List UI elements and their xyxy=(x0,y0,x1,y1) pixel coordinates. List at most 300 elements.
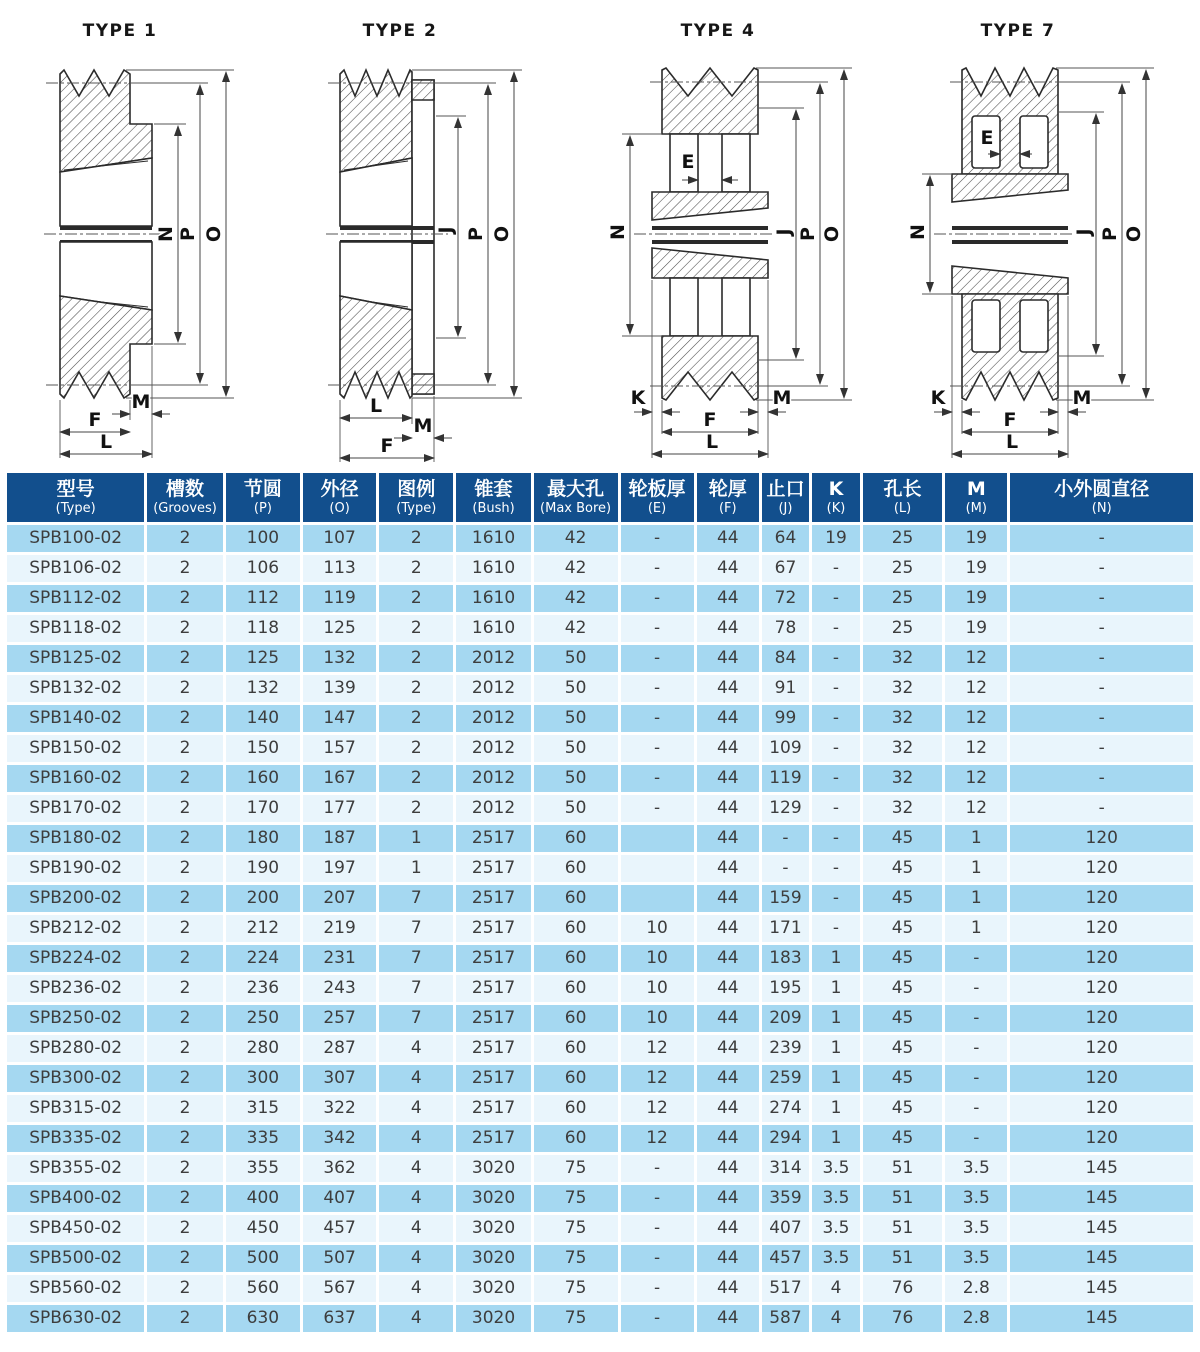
table-cell: 187 xyxy=(302,824,378,854)
table-cell: SPB560-02 xyxy=(6,1274,146,1304)
table-row xyxy=(6,1244,1195,1274)
table-cell: - xyxy=(944,974,1009,1004)
table-cell: 177 xyxy=(302,794,378,824)
table-cell: - xyxy=(1009,704,1195,734)
table-cell: - xyxy=(810,704,861,734)
table-cell: 1610 xyxy=(455,554,532,584)
table-cell: 3.5 xyxy=(944,1244,1009,1274)
table-cell: 4 xyxy=(378,1154,455,1184)
table-cell: 2 xyxy=(378,794,455,824)
table-cell: 2517 xyxy=(455,1124,532,1154)
table-row xyxy=(6,794,1195,824)
dim-label-l: L xyxy=(1005,431,1019,453)
table-cell: - xyxy=(1009,584,1195,614)
table-cell: 236 xyxy=(224,974,301,1004)
table-cell: - xyxy=(1009,734,1195,764)
pulley-cross-section-type7-drawing xyxy=(900,0,1200,470)
table-row xyxy=(6,1034,1195,1064)
table-cell: 560 xyxy=(224,1274,301,1304)
table-cell: SPB190-02 xyxy=(6,854,146,884)
table-cell: 106 xyxy=(224,554,301,584)
table-cell: 2 xyxy=(146,734,224,764)
table-cell: 45 xyxy=(862,944,944,974)
table-cell: 2012 xyxy=(455,794,532,824)
dim-label-e: E xyxy=(980,127,994,149)
table-cell: 120 xyxy=(1009,1124,1195,1154)
table-cell: 274 xyxy=(760,1094,810,1124)
table-cell: 60 xyxy=(532,1094,619,1124)
table-cell: - xyxy=(1009,794,1195,824)
table-cell: - xyxy=(619,614,695,644)
table-cell: 637 xyxy=(302,1304,378,1334)
table-cell: - xyxy=(619,1304,695,1334)
spec-table xyxy=(4,470,1196,1335)
table-cell: 197 xyxy=(302,854,378,884)
pulley-cross-section-type4-drawing xyxy=(600,0,900,470)
table-row xyxy=(6,944,1195,974)
table-cell: 2 xyxy=(146,764,224,794)
table-cell: 7 xyxy=(378,974,455,1004)
table-cell: 2517 xyxy=(455,1094,532,1124)
table-row xyxy=(6,914,1195,944)
dim-label-l: L xyxy=(369,395,383,417)
table-cell: 50 xyxy=(532,644,619,674)
table-cell: 3020 xyxy=(455,1244,532,1274)
table-cell: 294 xyxy=(760,1124,810,1154)
table-cell: 45 xyxy=(862,884,944,914)
table-cell: 239 xyxy=(760,1034,810,1064)
dim-label-o: O xyxy=(1123,225,1145,243)
table-cell: 207 xyxy=(302,884,378,914)
table-cell: 107 xyxy=(302,524,378,554)
table-row xyxy=(6,614,1195,644)
table-cell: SPB250-02 xyxy=(6,1004,146,1034)
table-cell: 75 xyxy=(532,1214,619,1244)
dim-label-k: K xyxy=(930,387,946,409)
table-cell: - xyxy=(1009,554,1195,584)
table-cell: 44 xyxy=(695,1094,760,1124)
table-cell: 44 xyxy=(695,794,760,824)
table-cell: 50 xyxy=(532,764,619,794)
table-cell: 78 xyxy=(760,614,810,644)
table-cell: - xyxy=(760,854,810,884)
table-cell: 219 xyxy=(302,914,378,944)
pulley-cross-section-type2-drawing xyxy=(300,0,600,470)
table-cell: 3020 xyxy=(455,1154,532,1184)
table-cell: SPB400-02 xyxy=(6,1184,146,1214)
table-cell: 2 xyxy=(146,1124,224,1154)
table-cell: 44 xyxy=(695,854,760,884)
table-cell: 45 xyxy=(862,1034,944,1064)
table-row xyxy=(6,764,1195,794)
table-cell: 2 xyxy=(146,944,224,974)
table-cell: 119 xyxy=(760,764,810,794)
table-cell: 44 xyxy=(695,524,760,554)
table-cell: 4 xyxy=(810,1274,861,1304)
table-cell: 300 xyxy=(224,1064,301,1094)
dim-label-k: K xyxy=(630,387,646,409)
table-cell: 12 xyxy=(944,704,1009,734)
table-cell: SPB200-02 xyxy=(6,884,146,914)
table-cell: 120 xyxy=(1009,944,1195,974)
table-cell: 2 xyxy=(378,674,455,704)
diagrams-section xyxy=(0,0,1200,470)
table-cell: 91 xyxy=(760,674,810,704)
dim-label-f: F xyxy=(88,409,102,431)
table-cell: 76 xyxy=(862,1274,944,1304)
table-cell: 44 xyxy=(695,704,760,734)
table-cell: 1 xyxy=(944,824,1009,854)
table-cell: - xyxy=(619,764,695,794)
table-cell: 200 xyxy=(224,884,301,914)
table-cell: 25 xyxy=(862,584,944,614)
table-cell: 118 xyxy=(224,614,301,644)
col-header-10: K (K) xyxy=(810,472,861,524)
table-cell: 44 xyxy=(695,824,760,854)
table-cell: 2 xyxy=(146,704,224,734)
table-cell: 32 xyxy=(862,764,944,794)
table-cell: 2 xyxy=(146,1064,224,1094)
table-cell: 60 xyxy=(532,1064,619,1094)
table-cell: - xyxy=(619,734,695,764)
table-cell: 4 xyxy=(378,1094,455,1124)
table-cell: SPB335-02 xyxy=(6,1124,146,1154)
table-cell: 407 xyxy=(302,1184,378,1214)
table-cell: 2 xyxy=(146,914,224,944)
table-cell: 84 xyxy=(760,644,810,674)
table-cell: 2517 xyxy=(455,1034,532,1064)
pulley-cross-section-type1-drawing xyxy=(0,0,300,470)
table-header xyxy=(6,472,1195,524)
table-cell: - xyxy=(1009,764,1195,794)
col-header-9: 止口 (J) xyxy=(760,472,810,524)
table-cell: 44 xyxy=(695,1034,760,1064)
table-row xyxy=(6,584,1195,614)
table-row xyxy=(6,1304,1195,1334)
table-cell: 44 xyxy=(695,944,760,974)
table-cell: 44 xyxy=(695,644,760,674)
table-cell: 120 xyxy=(1009,1064,1195,1094)
table-cell: SPB112-02 xyxy=(6,584,146,614)
table-cell: SPB170-02 xyxy=(6,794,146,824)
table-cell: 159 xyxy=(760,884,810,914)
table-cell: 2 xyxy=(378,554,455,584)
table-cell: 407 xyxy=(760,1214,810,1244)
table-cell: 2 xyxy=(146,524,224,554)
table-cell: 2517 xyxy=(455,1064,532,1094)
table-cell: - xyxy=(810,554,861,584)
table-cell: 19 xyxy=(810,524,861,554)
table-cell: 3.5 xyxy=(810,1244,861,1274)
table-cell: 44 xyxy=(695,734,760,764)
table-cell: 99 xyxy=(760,704,810,734)
table-cell: 44 xyxy=(695,1154,760,1184)
col-header-5: 锥套 (Bush) xyxy=(455,472,532,524)
table-cell: 517 xyxy=(760,1274,810,1304)
table-cell: 32 xyxy=(862,644,944,674)
table-cell: SPB630-02 xyxy=(6,1304,146,1334)
table-cell: 257 xyxy=(302,1004,378,1034)
table-cell: 12 xyxy=(619,1124,695,1154)
table-row xyxy=(6,1214,1195,1244)
table-cell: 42 xyxy=(532,524,619,554)
table-cell: 2012 xyxy=(455,704,532,734)
col-header-4: 图例 (Type) xyxy=(378,472,455,524)
dim-label-f: F xyxy=(380,435,394,457)
table-cell: 3020 xyxy=(455,1274,532,1304)
table-cell: 2 xyxy=(378,584,455,614)
table-cell: 50 xyxy=(532,704,619,734)
col-header-12: M (M) xyxy=(944,472,1009,524)
table-cell: 44 xyxy=(695,1064,760,1094)
table-row xyxy=(6,884,1195,914)
table-cell: 362 xyxy=(302,1154,378,1184)
table-row xyxy=(6,1124,1195,1154)
dim-label-j: J xyxy=(1073,228,1095,236)
table-cell: 10 xyxy=(619,914,695,944)
diagram-type-4 xyxy=(600,0,900,470)
dim-label-o: O xyxy=(821,225,843,243)
table-cell: 2517 xyxy=(455,974,532,1004)
table-cell: 3020 xyxy=(455,1304,532,1334)
table-cell: 4 xyxy=(378,1214,455,1244)
table-cell: - xyxy=(760,824,810,854)
table-cell: 12 xyxy=(944,794,1009,824)
table-cell: 120 xyxy=(1009,914,1195,944)
table-cell: 120 xyxy=(1009,974,1195,1004)
table-cell: SPB280-02 xyxy=(6,1034,146,1064)
table-cell: 44 xyxy=(695,1214,760,1244)
dim-label-p: P xyxy=(797,227,819,241)
table-cell: 125 xyxy=(302,614,378,644)
table-cell: 171 xyxy=(760,914,810,944)
table-cell: 119 xyxy=(302,584,378,614)
table-cell: 2 xyxy=(146,794,224,824)
table-cell: 7 xyxy=(378,1004,455,1034)
col-header-7: 轮板厚 (E) xyxy=(619,472,695,524)
table-cell: 250 xyxy=(224,1004,301,1034)
table-cell: - xyxy=(810,734,861,764)
table-cell: 500 xyxy=(224,1244,301,1274)
table-cell: 19 xyxy=(944,584,1009,614)
table-cell: 307 xyxy=(302,1064,378,1094)
table-row xyxy=(6,704,1195,734)
table-cell: 132 xyxy=(224,674,301,704)
table-cell: 630 xyxy=(224,1304,301,1334)
table-cell: 1610 xyxy=(455,584,532,614)
table-cell: - xyxy=(1009,524,1195,554)
table-row xyxy=(6,824,1195,854)
table-cell: - xyxy=(619,644,695,674)
table-cell: 45 xyxy=(862,1124,944,1154)
table-cell: - xyxy=(944,1034,1009,1064)
col-header-3: 外径 (O) xyxy=(302,472,378,524)
table-row xyxy=(6,554,1195,584)
dim-label-m: M xyxy=(772,387,792,409)
table-cell: 3020 xyxy=(455,1184,532,1214)
table-cell: 195 xyxy=(760,974,810,1004)
table-cell: 231 xyxy=(302,944,378,974)
table-cell: 2 xyxy=(146,1094,224,1124)
table-cell: - xyxy=(810,584,861,614)
table-cell: - xyxy=(810,884,861,914)
table-cell: - xyxy=(619,1154,695,1184)
table-cell: 1 xyxy=(944,914,1009,944)
diagram-type-7 xyxy=(900,0,1200,470)
table-cell: SPB450-02 xyxy=(6,1214,146,1244)
table-cell: - xyxy=(944,1004,1009,1034)
col-header-0: 型号 (Type) xyxy=(6,472,146,524)
dim-label-p: P xyxy=(465,227,487,241)
table-cell: 75 xyxy=(532,1274,619,1304)
table-cell: 2517 xyxy=(455,854,532,884)
table-cell: 50 xyxy=(532,734,619,764)
table-cell: 64 xyxy=(760,524,810,554)
table-cell: SPB160-02 xyxy=(6,764,146,794)
table-cell: 120 xyxy=(1009,884,1195,914)
table-cell: 1 xyxy=(810,1004,861,1034)
table-cell: 75 xyxy=(532,1244,619,1274)
table-cell: 1 xyxy=(944,854,1009,884)
table-cell: 2517 xyxy=(455,824,532,854)
dim-label-m: M xyxy=(1072,387,1092,409)
table-row xyxy=(6,1064,1195,1094)
table-cell: 3.5 xyxy=(944,1154,1009,1184)
table-cell: 2 xyxy=(146,1034,224,1064)
table-row xyxy=(6,1154,1195,1184)
table-cell: SPB125-02 xyxy=(6,644,146,674)
table-row xyxy=(6,1004,1195,1034)
table-cell: SPB132-02 xyxy=(6,674,146,704)
table-cell: - xyxy=(810,824,861,854)
table-cell: - xyxy=(944,944,1009,974)
table-cell: 44 xyxy=(695,1304,760,1334)
table-cell: SPB300-02 xyxy=(6,1064,146,1094)
table-cell: 44 xyxy=(695,884,760,914)
table-cell: 25 xyxy=(862,614,944,644)
table-cell: 1 xyxy=(810,944,861,974)
table-cell: 132 xyxy=(302,644,378,674)
table-cell: 60 xyxy=(532,974,619,1004)
table-cell: 2517 xyxy=(455,914,532,944)
table-cell: 60 xyxy=(532,944,619,974)
table-cell: 4 xyxy=(378,1244,455,1274)
table-cell: 32 xyxy=(862,794,944,824)
table-cell: SPB118-02 xyxy=(6,614,146,644)
table-cell: 2012 xyxy=(455,734,532,764)
table-cell xyxy=(619,824,695,854)
table-cell: - xyxy=(619,554,695,584)
table-cell: 145 xyxy=(1009,1154,1195,1184)
table-cell: SPB236-02 xyxy=(6,974,146,1004)
table-cell: 42 xyxy=(532,584,619,614)
table-cell: 45 xyxy=(862,1004,944,1034)
table-cell: SPB500-02 xyxy=(6,1244,146,1274)
table-row xyxy=(6,524,1195,554)
table-cell: 359 xyxy=(760,1184,810,1214)
table-cell: 45 xyxy=(862,974,944,1004)
table-cell: 7 xyxy=(378,914,455,944)
table-cell: 45 xyxy=(862,854,944,884)
table-cell: 2 xyxy=(378,644,455,674)
dim-label-f: F xyxy=(703,409,717,431)
table-cell: 147 xyxy=(302,704,378,734)
table-cell: 2517 xyxy=(455,1004,532,1034)
table-cell: - xyxy=(619,1244,695,1274)
table-cell: 2 xyxy=(146,614,224,644)
table-cell: 7 xyxy=(378,884,455,914)
table-cell: 12 xyxy=(944,644,1009,674)
table-cell: 2 xyxy=(146,644,224,674)
diagram-type-1 xyxy=(0,0,300,470)
table-cell: 167 xyxy=(302,764,378,794)
table-cell: 2 xyxy=(146,1184,224,1214)
table-cell: 3.5 xyxy=(810,1214,861,1244)
table-cell: 139 xyxy=(302,674,378,704)
diagram-title: TYPE 2 xyxy=(362,21,438,41)
col-header-8: 轮厚 (F) xyxy=(695,472,760,524)
table-cell: 44 xyxy=(695,1244,760,1274)
table-cell: 44 xyxy=(695,1124,760,1154)
table-cell: 60 xyxy=(532,1004,619,1034)
table-cell: - xyxy=(810,674,861,704)
table-cell: 212 xyxy=(224,914,301,944)
table-cell: 4 xyxy=(378,1184,455,1214)
table-cell: 12 xyxy=(944,674,1009,704)
table-cell: 2 xyxy=(378,764,455,794)
table-cell: 25 xyxy=(862,524,944,554)
header-row xyxy=(6,472,1195,524)
table-cell: 51 xyxy=(862,1214,944,1244)
table-cell: 243 xyxy=(302,974,378,1004)
table-cell: - xyxy=(619,674,695,704)
dim-label-j: J xyxy=(435,226,457,234)
table-cell: 2 xyxy=(146,1214,224,1244)
dim-label-e: E xyxy=(681,151,695,173)
table-cell: - xyxy=(810,914,861,944)
table-cell: SPB355-02 xyxy=(6,1154,146,1184)
table-cell: 2 xyxy=(146,1004,224,1034)
table-cell: 44 xyxy=(695,1274,760,1304)
table-row xyxy=(6,674,1195,704)
table-cell: 45 xyxy=(862,914,944,944)
dim-label-p: P xyxy=(1099,227,1121,241)
table-cell: 1 xyxy=(378,824,455,854)
table-cell: 507 xyxy=(302,1244,378,1274)
table-cell: - xyxy=(810,794,861,824)
table-cell: 19 xyxy=(944,524,1009,554)
table-cell: 4 xyxy=(378,1034,455,1064)
table-cell: - xyxy=(944,1064,1009,1094)
diagram-title: TYPE 1 xyxy=(82,21,158,41)
diagram-type-2 xyxy=(300,0,600,470)
table-cell: 3.5 xyxy=(810,1154,861,1184)
table-cell: 72 xyxy=(760,584,810,614)
table-cell: 120 xyxy=(1009,1094,1195,1124)
table-cell: - xyxy=(1009,674,1195,704)
table-cell: 19 xyxy=(944,614,1009,644)
col-header-13: 小外圆直径 (N) xyxy=(1009,472,1195,524)
table-cell: 400 xyxy=(224,1184,301,1214)
table-cell: 1 xyxy=(810,1124,861,1154)
dim-label-o: O xyxy=(491,225,513,243)
table-cell: 4 xyxy=(378,1304,455,1334)
table-cell: 315 xyxy=(224,1094,301,1124)
table-cell: SPB224-02 xyxy=(6,944,146,974)
table-cell: - xyxy=(619,584,695,614)
col-header-6: 最大孔 (Max Bore) xyxy=(532,472,619,524)
table-cell: 75 xyxy=(532,1304,619,1334)
